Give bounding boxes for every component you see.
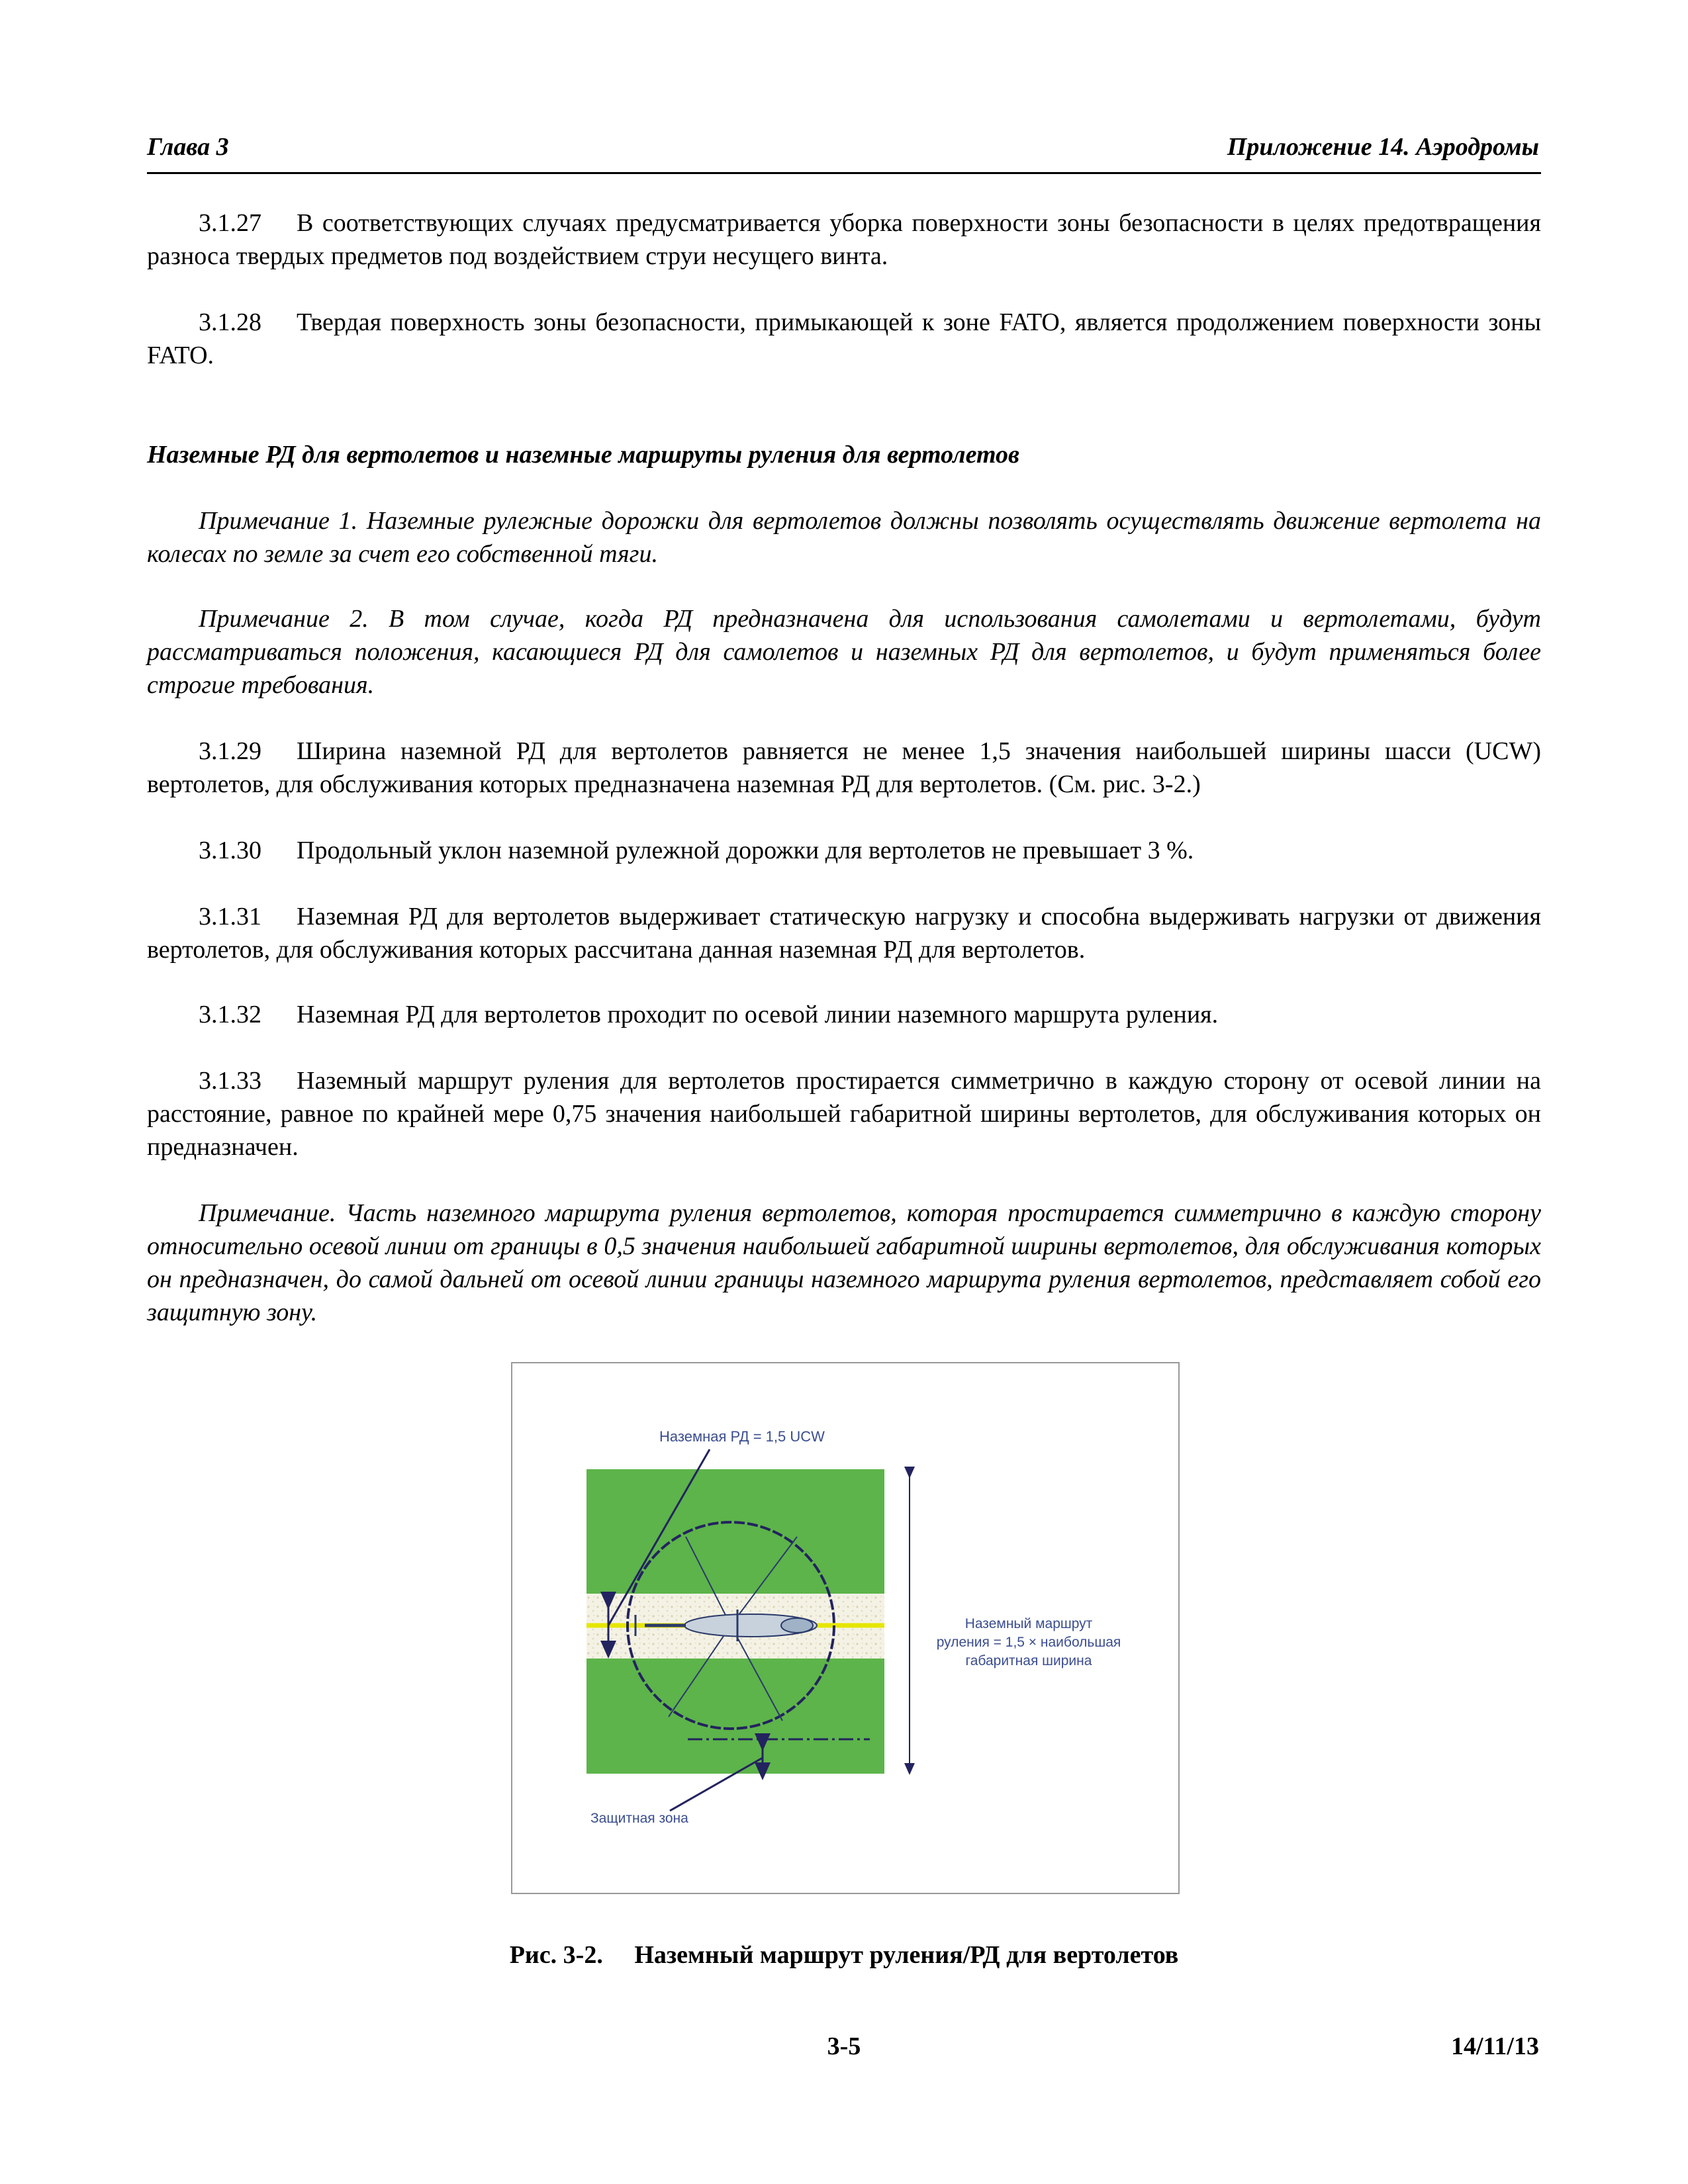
note-2: Примечание 2. В том случае, когда РД предназначена для использования самолетами и вертолетами, будут рассматриваться положения, касающиеся РД для самолетов и наземных РД для вертолетов, и будут применяться более строгие требования.: [147, 605, 1541, 699]
note-1: Примечание 1. Наземные рулежные дорожки для вертолетов должны позволять осуществлять движение вертолета на колесах по земле за счет его собственной тяги.: [147, 507, 1541, 568]
header-chapter: Глава 3: [147, 133, 229, 161]
label-taxiway-width: Наземная РД = 1,5 UCW: [659, 1428, 825, 1445]
label-route-line1: Наземный маршрут: [964, 1616, 1093, 1631]
paragraph-text: Твердая поверхность зоны безопасности, примыкающей к зоне FATO, является продолжением поверхности зоны FATO.: [147, 308, 1541, 369]
paragraph-text: Продольный уклон наземной рулежной дорожки для вертолетов не превышает 3 %.: [297, 837, 1194, 864]
paragraph-number: 3.1.31: [199, 903, 261, 931]
paragraph-text: В соответствующих случаях предусматривается уборка поверхности зоны безопасности в целях предотвращения разноса твердых предметов под воздействием струи несущего винта.: [147, 209, 1541, 270]
paragraph-text: Наземная РД для вертолетов проходит по осевой линии наземного маршрута руления.: [297, 1001, 1219, 1028]
paragraph-text: Ширина наземной РД для вертолетов равняется не менее 1,5 значения наибольшей ширины шасси (UCW) вертолетов, для обслуживания которых предназначена наземная РД для вертолетов. (См. рис. 3-2.): [147, 737, 1541, 798]
paragraph-number: 3.1.30: [199, 837, 261, 864]
figure-caption: Рис. 3-2. Наземный маршрут руления/РД для вертолетов: [509, 1941, 1179, 1969]
paragraph-number: 3.1.29: [199, 737, 261, 765]
figure-taxi-route: [511, 1362, 1180, 1894]
label-route-line2: руления = 1,5 × наибольшая: [936, 1635, 1121, 1650]
paragraph-text: Наземный маршрут руления для вертолетов простирается симметрично в каждую сторону от осевой линии на расстояние, равное по крайней мере 0,75 значения наибольшей габаритной ширины вертолетов, для обслуживания которых он предназначен.: [147, 1067, 1541, 1161]
paragraph-number: 3.1.32: [199, 1001, 261, 1028]
paragraph-text: Наземная РД для вертолетов выдерживает статическую нагрузку и способна выдерживать нагрузки от движения вертолетов, для обслуживания которых рассчитана данная наземная РД для вертолетов.: [147, 903, 1541, 964]
figure-diagram: [512, 1363, 1178, 1893]
paragraph-3-1-29: [147, 735, 1541, 801]
page-date: 14/11/13: [1450, 2032, 1539, 2060]
label-protection-zone: Защитная зона: [590, 1811, 688, 1826]
paragraph-3-1-31: [147, 900, 1541, 966]
paragraph-3-1-28: [147, 306, 1541, 372]
paragraph-3-1-27: [147, 206, 1541, 273]
paragraph-3-1-32: [147, 998, 1541, 1031]
section-heading: Наземные РД для вертолетов и наземные маршруты руления для вертолетов: [147, 441, 1020, 469]
paragraph-3-1-33: [147, 1064, 1541, 1163]
header-rule: [147, 172, 1541, 174]
paragraph-3-1-30: [147, 834, 1541, 867]
paragraph-number: 3.1.33: [199, 1067, 261, 1095]
note-3: Примечание. Часть наземного маршрута руления вертолетов, которая простирается симметрично в каждую сторону относительно осевой линии от границы в 0,5 значения наибольшей габаритной ширины вертолетов, для обслуживания которых он предназначен, до самой дальней от осевой линии границы наземного маршрута руления вертолетов, представляет собой его защитную зону.: [147, 1199, 1541, 1326]
paragraph-number: 3.1.27: [199, 209, 261, 237]
label-route-line3: габаритная ширина: [965, 1653, 1092, 1668]
paragraph-number: 3.1.28: [199, 308, 261, 336]
header-annex-title: Приложение 14. Аэродромы: [1227, 133, 1539, 161]
page-number: 3-5: [827, 2032, 861, 2060]
